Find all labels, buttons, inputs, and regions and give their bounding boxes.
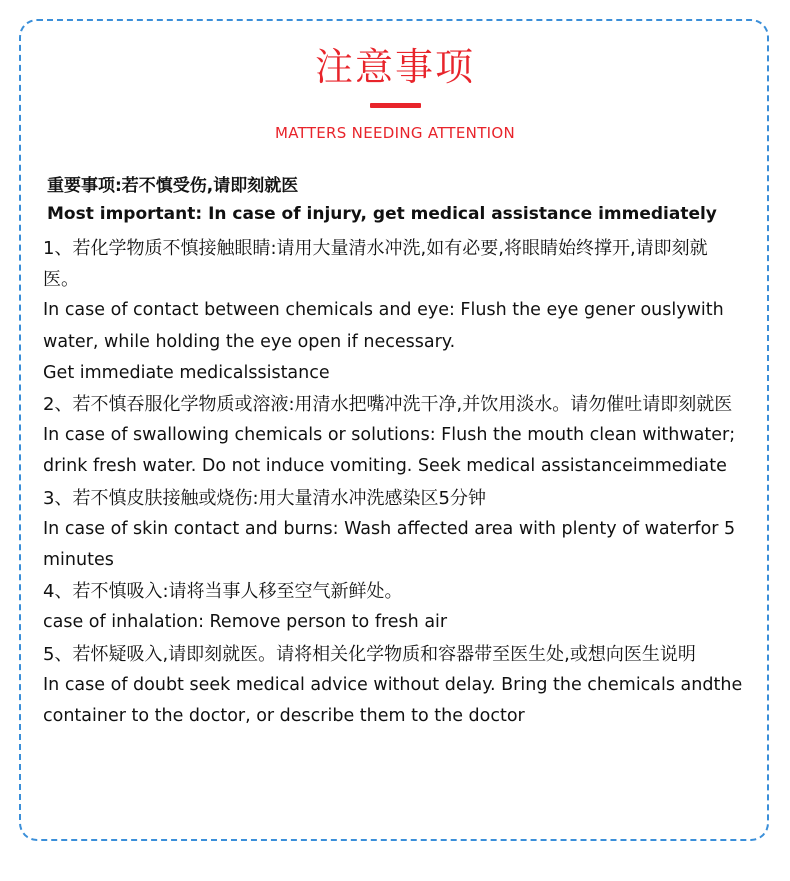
precaution-1-zh: 1、若化学物质不慎接触眼睛:请用大量清水冲洗,如有必要,将眼睛始终撑开,请即刻就医。 <box>43 238 708 291</box>
precaution-1-en: In case of contact between chemicals and eye: Flush the eye gener ouslywith water, while holding the eye open if necessary. <box>43 300 724 352</box>
precaution-3-en: In case of skin contact and burns: Wash affected area with plenty of waterfor 5 minutes <box>43 518 736 571</box>
precaution-item-5 <box>43 639 743 733</box>
important-notice-zh: 重要事项:若不慎受伤,请即刻就医 <box>47 176 299 196</box>
precaution-item-4 <box>43 576 743 638</box>
precaution-5-en: In case of doubt seek medical advice without delay. Bring the chemicals andthe container to the doctor, or describe them to the doctor <box>43 674 743 727</box>
page-subtitle: MATTERS NEEDING ATTENTION <box>274 124 516 142</box>
precaution-2-zh: 2、若不慎吞服化学物质或溶液:用清水把嘴冲洗干净,并饮用淡水。请勿催吐请即刻就医 <box>43 394 733 416</box>
important-notice <box>47 172 747 228</box>
precaution-4-en: case of inhalation: Remove person to fresh air <box>43 612 448 633</box>
precaution-item-1 <box>43 233 743 389</box>
precaution-4-zh: 4、若不慎吸入:请将当事人移至空气新鲜处。 <box>43 581 403 603</box>
page-title: 注意事项 <box>314 45 475 89</box>
title-underline-bar <box>370 103 421 108</box>
precaution-item-2 <box>43 389 743 483</box>
precaution-3-zh: 3、若不慎皮肤接触或烧伤:用大量清水冲洗感染区5分钟 <box>43 487 486 509</box>
precaution-5-zh: 5、若怀疑吸入,请即刻就医。请将相关化学物质和容器带至医生处,或想向医生说明 <box>43 643 696 665</box>
precautions-list <box>43 233 743 732</box>
precaution-1-en-extra: Get immediate medicalssistance <box>43 362 330 383</box>
precaution-item-3 <box>43 483 743 577</box>
important-notice-en: Most important: In case of injury, get medical assistance immediately <box>47 204 717 224</box>
precaution-2-en: In case of swallowing chemicals or solutions: Flush the mouth clean withwater; drink fresh water. Do not induce vomiting. Seek medical assistanceimmediate <box>43 425 736 477</box>
